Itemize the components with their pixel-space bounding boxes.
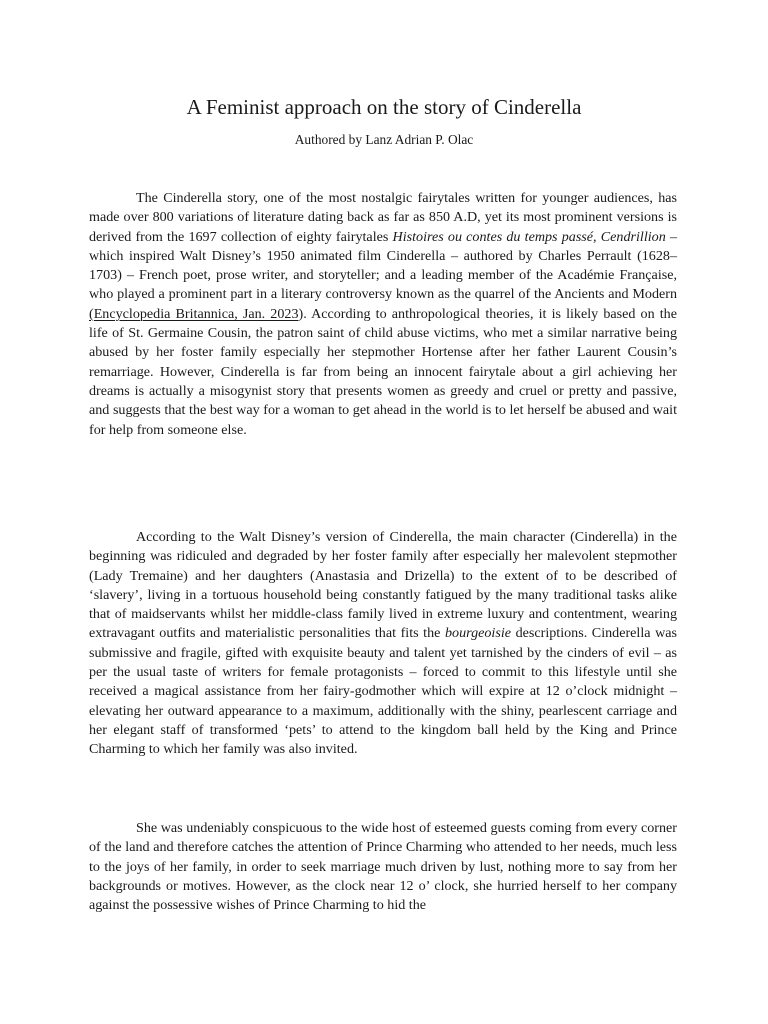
paragraph-2-italic-word: bourgeoisie (444, 625, 512, 642)
paragraph-2 (89, 528, 677, 760)
paragraph-1-text-a: The Cinderella story, one of the most nostalgic fairytales written for younger audiences, has made over 800 variations of literature dating back as far as 850 A.D, yet its most prominent versions is derived from the 1697 collection of eighty fairytales (89, 190, 677, 245)
paragraph-2-text-a: According to the Walt Disney’s version of Cinderella, the main character (Cinderella) in the beginning was ridiculed and degraded by her foster family after especially her malevolent stepmother (Lady Tremaine) and her daughters (Anastasia and Drizella) to the extent of to be described of ‘slavery’, living in a tortuous household being constantly fatigued by the many traditional tasks alike that of maidservants whilst her middle-class family lived in extreme luxury and contentment, wearing extravagant outfits and materialistic personalities that fits the (89, 529, 677, 642)
paragraph-1 (89, 189, 677, 440)
paragraph-3: She was undeniably conspicuous to the wide host of esteemed guests coming from every corner of the land and therefore catches the attention of Prince Charming who attended to her needs, much less to the joys of her family, in order to seek marriage much driven by lust, nothing more to say from her backgrounds or motives. However, as the clock near 12 o’ clock, she hurried herself to her company against the possessive wishes of Prince Charming to hid the (89, 820, 677, 914)
paragraph-1-text-c: ). According to anthropological theories, it is likely based on the life of St. Germaine Cousin, the patron saint of child abuse victims, who met a similar narrative being abused by her foster family especially her stepmother Hortense after her father Laurent Cousin’s remarriage. However, Cinderella is far from being an innocent fairytale about a girl achieving her dreams is actually a misogynist story that presents women as greedy and cruel or pretty and passive, and suggests that the best way for a woman to get ahead in the world is to let herself be abused and wait for help from someone else. (89, 305, 677, 438)
author-line: Authored by Lanz Adrian P. Olac (294, 132, 474, 147)
paragraph-2-text-b: descriptions. Cinderella was submissive and fragile, gifted with exquisite beauty and talent yet tarnished by the cinders of evil – as per the usual taste of writers for female protagonists – forced to commit to this lifestyle until she received a magical assistance from her fairy-godmother which will expire at 12 o’clock midnight – elevating her outward appearance to a maximum, additionally with the shiny, pearlescent carriage and her elegant staff of transformed ‘pets’ to attend to the kingdom ball held by the King and Prince Charming to which her family was also invited. (89, 625, 677, 758)
paragraph-1-italic-title: Histoires ou contes du temps passé, Cendrillion (392, 228, 666, 245)
paragraph-1-text-b: – which inspired Walt Disney’s 1950 animated film Cinderella – authored by Charles Perrault (1628–1703) – French poet, prose writer, and storyteller; and a leading member of the Académie Française, who played a prominent part in a literary controversy known as the quarrel of the Ancients and Modern (89, 228, 677, 303)
document-title: A Feminist approach on the story of Cinderella (186, 95, 582, 119)
citation-link[interactable]: (Encyclopedia Britannica, Jan. 2023 (89, 305, 299, 322)
